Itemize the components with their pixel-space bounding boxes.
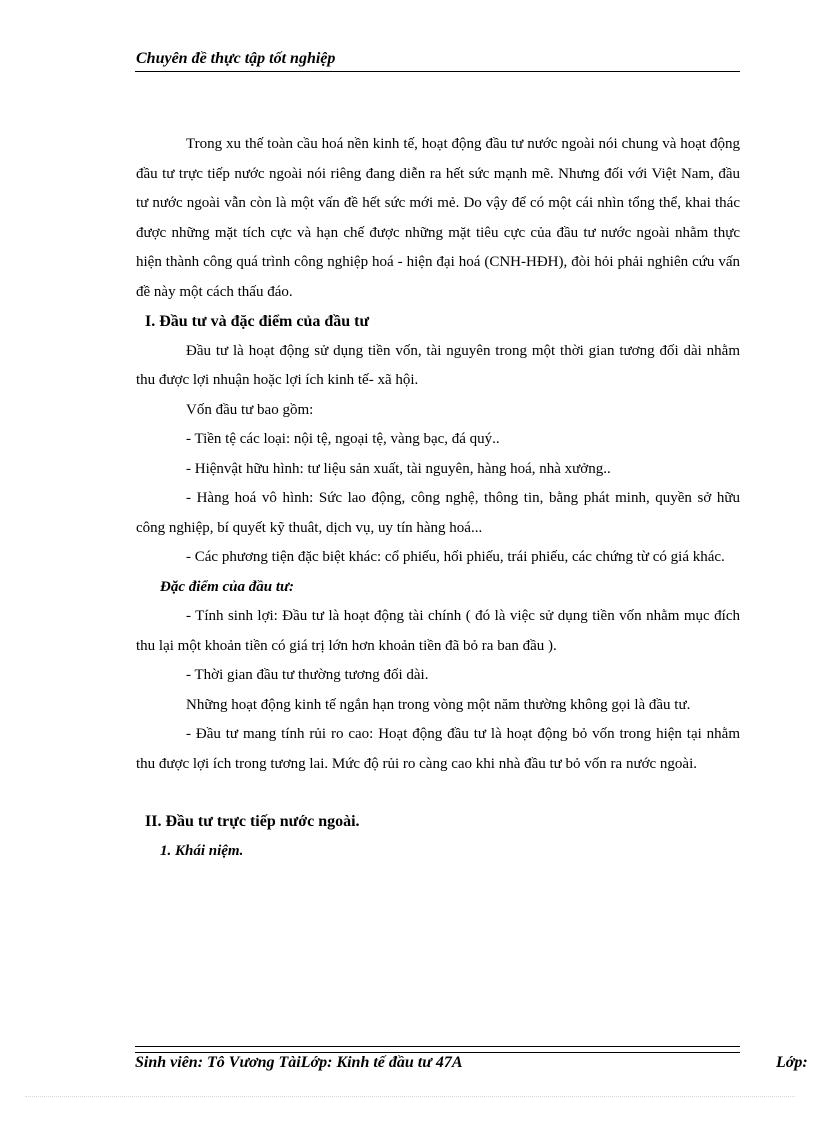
feature-1: - Tính sinh lợi: Đầu tư là hoạt động tài chính ( đó là việc sử dụng tiền vốn nhằm mục đích thu lại một khoản tiền có giá trị lớn hơn khoản tiền đã bỏ ra ban đầu ). [136, 608, 740, 654]
page-bottom-rule [25, 1096, 795, 1097]
footer-divider [135, 1046, 740, 1053]
document-body [136, 130, 740, 866]
section-1-heading: I. Đầu tư và đặc điểm của đầu tư [145, 313, 370, 330]
intro-paragraph: Trong xu thế toàn cầu hoá nền kinh tế, hoạt động đầu tư nước ngoài nói chung và hoạt động đầu tư trực tiếp nước ngoài nói riêng đang diễn ra hết sức mạnh mẽ. Nhưng đối với Việt Nam, đầu tư nước ngoài vẫn còn là một vấn đề hết sức mới mẻ. Do vậy để có một cái nhìn tổng thể, khai thác được những mặt tích cực và hạn chế được những mặt tiêu cực của đầu tư nước ngoài nhằm thực hiện thành công quá trình công nghiệp hoá - hiện đại hoá (CNH-HĐH), đòi hỏi phải nghiên cứu vấn đề này một cách thấu đáo. [136, 136, 740, 300]
capital-item-4: - Các phương tiện đặc biệt khác: cổ phiếu, hối phiếu, trái phiếu, các chứng từ có giá khác. [186, 549, 725, 565]
section-2-subheading: 1. Khái niệm. [160, 842, 244, 859]
section-2-heading: II. Đầu tư trực tiếp nước ngoài. [145, 813, 360, 830]
feature-3: - Đầu tư mang tính rủi ro cao: Hoạt động đầu tư là hoạt động bỏ vốn trong hiện tại nhằm thu được lợi ích trong tương lai. Mức độ rủi ro càng cao khi nhà đầu tư bỏ vốn ra nước ngoài. [136, 726, 740, 772]
footer-class-label: Lớp: [776, 1054, 808, 1071]
page-footer [135, 1054, 816, 1078]
investment-definition: Đầu tư là hoạt động sử dụng tiền vốn, tài nguyên trong một thời gian tương đối dài nhằm thu được lợi nhuận hoặc lợi ích kinh tế- xã hội. [136, 342, 740, 388]
header-title: Chuyên đề thực tập tốt nghiệp [136, 50, 336, 67]
feature-2: - Thời gian đầu tư thường tương đối dài. [186, 667, 429, 683]
capital-intro: Vốn đầu tư bao gồm: [186, 401, 314, 418]
features-heading: Đặc điểm của đầu tư: [160, 578, 294, 595]
footer-student-info: Sinh viên: Tô Vương TàiLớp: Kinh tế đầu tư 47A [135, 1054, 463, 1071]
section-gap [136, 779, 740, 807]
page-header [135, 49, 740, 72]
capital-item-2: - Hiệnvật hữu hình: tư liệu sản xuất, tài nguyên, hàng hoá, nhà xưởng.. [186, 460, 611, 477]
capital-item-3: - Hàng hoá vô hình: Sức lao động, công nghệ, thông tin, bằng phát minh, quyền sở hữu công nghiệp, bí quyết kỹ thuât, dịch vụ, uy tín hàng hoá... [136, 490, 740, 536]
capital-item-1: - Tiền tệ các loại: nội tệ, ngoại tệ, vàng bạc, đá quý.. [186, 431, 500, 447]
feature-2-note: Những hoạt động kinh tế ngắn hạn trong vòng một năm thường không gọi là đầu tư. [186, 696, 691, 713]
